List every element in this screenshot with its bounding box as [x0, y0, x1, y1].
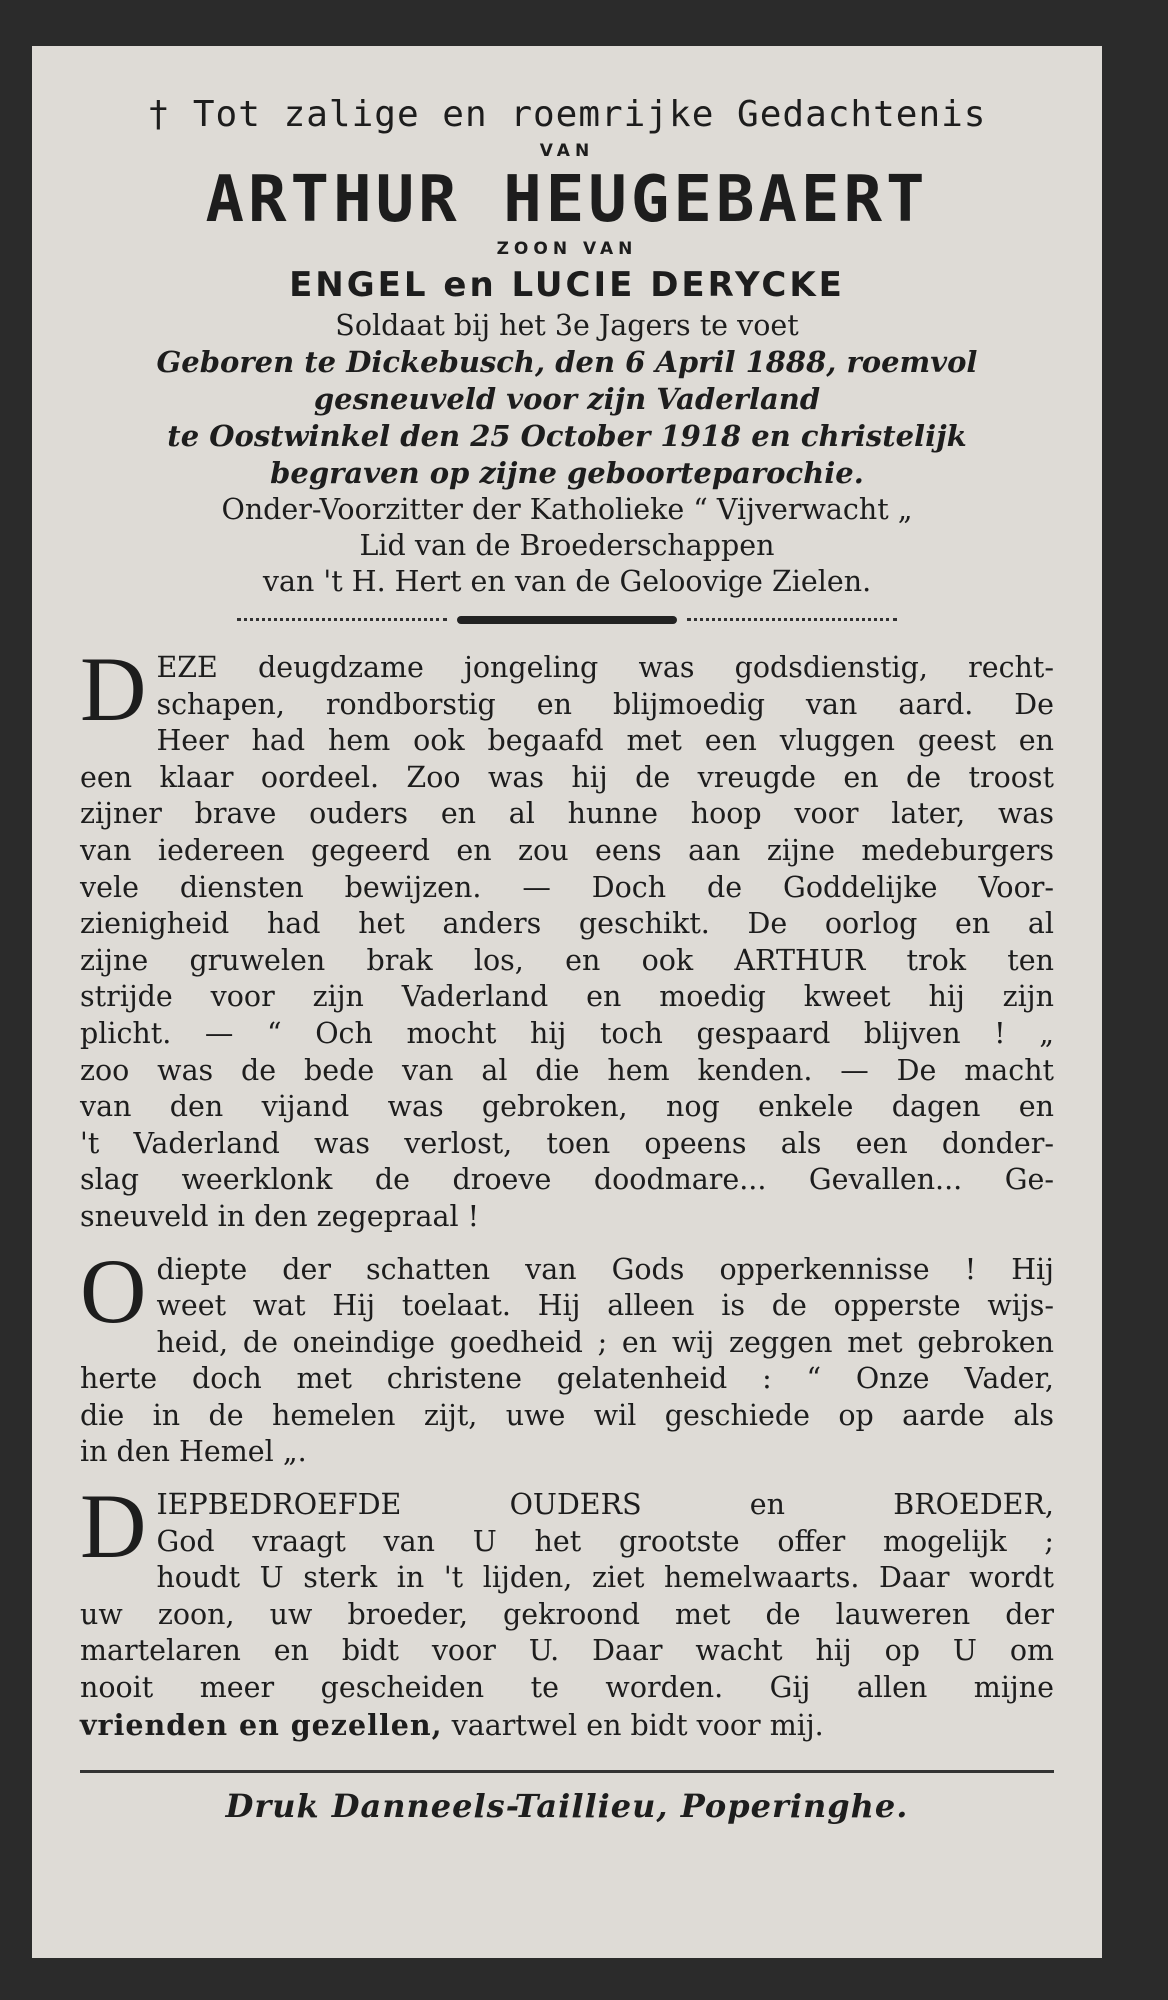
- text-line: herte doch met christene gelatenheid : “ Onze Vader,: [80, 1362, 1054, 1396]
- text-line: uw zoon, uw broeder, gekroond met de lauweren der: [80, 1597, 1054, 1631]
- text-line: diepte der schatten van Gods opperkennisse ! Hij: [156, 1252, 1054, 1286]
- text-line: zijne gruwelen brak los, en ook ARTHUR trok ten: [80, 943, 1054, 977]
- role-line-1: Onder-Voorzitter der Katholieke “ Vijverwacht „: [221, 493, 913, 526]
- printer-credit: Druk Danneels-Taillieu, Poperinghe.: [225, 1787, 909, 1826]
- text-line: nooit meer gescheiden te worden. Gij allen mijne: [80, 1671, 1054, 1705]
- text-line: weet wat Hij toelaat. Hij alleen is de opperste wijs-: [156, 1289, 1054, 1323]
- rank-line: Soldaat bij het 3e Jagers te voet: [335, 309, 799, 342]
- birth-line-3: te Oostwinkel den 25 October 1918 en christelijk: [167, 419, 967, 453]
- paragraph-virtues: [80, 638, 1054, 1236]
- text-line: in den Hemel „.: [80, 1435, 307, 1469]
- memorial-card: [32, 46, 1102, 1958]
- text-line: zoo was de bede van al die hem kenden. — De macht: [80, 1053, 1054, 1087]
- text-line: van iedereen gegeerd en zou eens aan zijne medeburgers: [80, 833, 1054, 867]
- text-line: 't Vaderland was verlost, toen opeens als een donder-: [80, 1126, 1054, 1160]
- paragraph-parents: [80, 1475, 1054, 1744]
- text-line: slag weerklonk de droeve doodmare... Gevallen... Ge-: [80, 1163, 1054, 1197]
- text-line: EZE deugdzame jongeling was godsdienstig, recht-: [156, 651, 1054, 684]
- divider-wave-right: [687, 618, 897, 629]
- text-line: sneuveld in den zegepraal !: [80, 1199, 480, 1233]
- divider-wave-left: [237, 618, 447, 629]
- farewell-phrase: vaartwel en bidt voor mij.: [442, 1708, 824, 1742]
- zoon-van-label: ZOON VAN: [496, 239, 638, 259]
- text-line: een klaar oordeel. Zoo was hij de vreugde en de troost: [80, 760, 1054, 794]
- deceased-name: ARTHUR HEUGEBAERT: [205, 163, 929, 237]
- birth-line-4: begraven op zijne geboorteparochie.: [270, 456, 864, 490]
- text-line: vele diensten bewijzen. — Doch de Goddelijke Voor-: [80, 870, 1054, 904]
- text-line: Heer had hem ook begaafd met een vluggen geest en: [156, 724, 1054, 758]
- text-line: God vraagt van U het grootste offer mogelijk ;: [156, 1524, 1054, 1558]
- text-line: zienigheid had het anders geschikt. De oorlog en al: [80, 907, 1054, 941]
- ornamental-divider: [237, 610, 897, 634]
- text-line: plicht. — “ Och mocht hij toch gespaard blijven ! „: [80, 1016, 1054, 1050]
- role-line-3: van 't H. Hert en van de Geloovige Zielen.: [262, 565, 872, 598]
- birth-line-2: gesneuveld voor zijn Vaderland: [313, 382, 821, 416]
- dropcap: D: [80, 638, 147, 740]
- text-line: strijde voor zijn Vaderland en moedig kweet hij zijn: [80, 980, 1054, 1014]
- footer-rule: [80, 1770, 1054, 1773]
- text-line: IEPBEDROEFDE OUDERS en BROEDER,: [156, 1488, 1054, 1522]
- parents-names: ENGEL en LUCIE DERYCKE: [289, 265, 845, 305]
- closing-line: [80, 1707, 1054, 1745]
- dropcap: O: [80, 1239, 147, 1342]
- dedication-line: † Tot zalige en roemrijke Gedachtenis: [147, 94, 987, 135]
- text-line: van den vijand was gebroken, nog enkele dagen en: [80, 1090, 1054, 1124]
- role-line-2: Lid van de Broederschappen: [359, 529, 775, 562]
- dropcap: D: [80, 1475, 147, 1578]
- birth-line-1: Geboren te Dickebusch, den 6 April 1888, roemvol: [156, 345, 978, 379]
- paragraph-providence: [80, 1239, 1054, 1472]
- text-line: heid, de oneindige goedheid ; en wij zeggen met gebroken: [156, 1325, 1054, 1359]
- text-line: zijner brave ouders en al hunne hoop voor later, was: [80, 797, 1054, 831]
- text-line: houdt U sterk in 't lijden, ziet hemelwaarts. Daar wordt: [156, 1561, 1054, 1595]
- friends-phrase: vrienden en gezellen,: [80, 1707, 443, 1742]
- text-line: die in de hemelen zijt, uwe wil geschiede op aarde als: [80, 1398, 1054, 1432]
- van-label: VAN: [539, 141, 595, 161]
- divider-bar: [457, 616, 677, 624]
- card-header: [80, 92, 1054, 600]
- text-line: schapen, rondborstig en blijmoedig van aard. De: [156, 687, 1054, 721]
- text-line: martelaren en bidt voor U. Daar wacht hij op U om: [80, 1634, 1054, 1668]
